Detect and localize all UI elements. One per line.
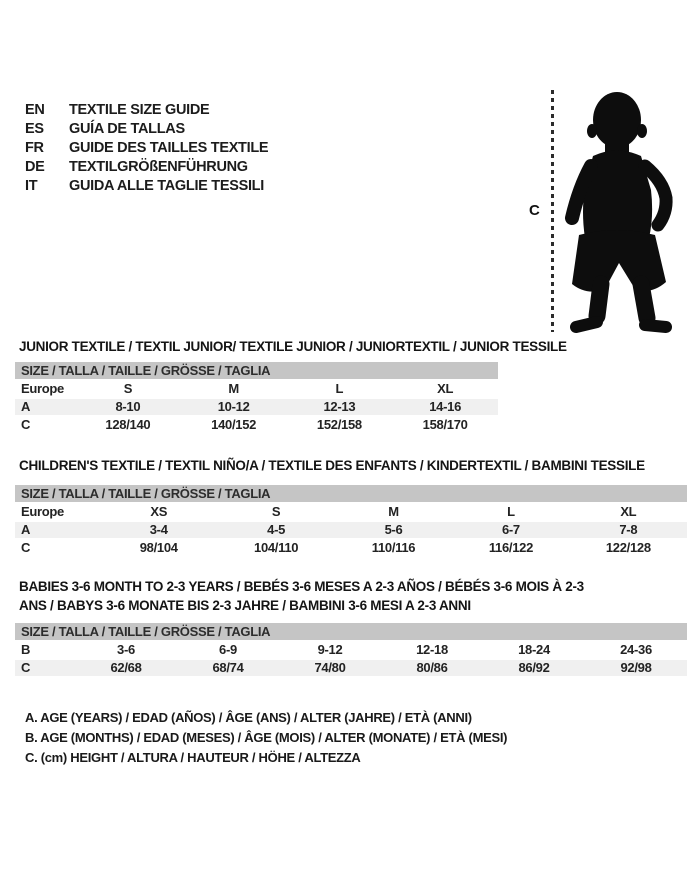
language-row-fr [25,139,268,158]
children-size-table [15,485,687,556]
row-label: A [21,399,31,414]
size-cell: XS [150,504,168,519]
height-cell: 140/152 [211,417,257,432]
height-measure-label: C [529,202,540,219]
age-cell: 14-16 [429,399,461,414]
age-cell: 7-8 [619,522,638,537]
language-code: IT [25,178,38,194]
age-cell: 12-18 [416,642,448,657]
table-row [15,642,687,658]
language-row-de [25,158,268,177]
age-cell: 10-12 [217,399,250,414]
size-cell: S [123,381,133,396]
age-cell: 3-6 [117,642,135,657]
row-label: Europe [21,381,64,396]
row-label: C [21,540,31,555]
language-row-it [25,177,268,196]
size-cell: XL [437,381,454,396]
size-cell: L [335,381,344,396]
age-cell: 12-13 [323,399,356,414]
language-row-es [25,120,268,139]
size-header-bar: SIZE / TALLA / TAILLE / GRÖSSE / TAGLIA [15,362,498,379]
table-row [15,504,687,520]
height-cell: 86/92 [518,660,550,675]
language-list [25,101,268,196]
legend-line-a: A. AGE (YEARS) / EDAD (AÑOS) / ÂGE (ANS) / ALTER (JAHRE) / ETÀ (ANNI) [25,710,472,725]
height-cell: 152/158 [316,417,362,432]
size-cell: M [228,381,239,396]
height-cell: 62/68 [110,660,142,675]
height-cell: 68/74 [212,660,244,675]
height-cell: 158/170 [422,417,468,432]
language-label: GUIDE DES TAILLES TEXTILE [69,140,269,156]
size-cell: XL [620,504,637,519]
toddler-silhouette-icon [562,86,698,334]
size-cell: M [388,504,399,519]
babies-size-table [15,623,687,676]
language-label: TEXTILGRÖßENFÜHRUNG [69,159,248,175]
table-row [15,522,687,538]
size-cell: S [271,504,281,519]
height-cell: 104/110 [254,540,299,555]
junior-size-table [15,362,498,433]
language-code: EN [25,102,45,118]
language-label: GUIDA ALLE TAGLIE TESSILI [69,178,264,194]
row-label: C [21,660,31,675]
language-label: GUÍA DE TALLAS [69,121,185,137]
age-cell: 4-5 [267,522,286,537]
children-table-title: CHILDREN'S TEXTILE / TEXTIL NIÑO/A / TEXTILE DES ENFANTS / KINDERTEXTIL / BAMBINI TESSILE [19,458,645,473]
size-header-bar: SIZE / TALLA / TAILLE / GRÖSSE / TAGLIA [15,623,687,640]
legend [25,708,507,768]
height-cell: 116/122 [488,540,534,555]
language-row-en [25,101,268,120]
language-code: FR [25,140,44,156]
table-row [15,540,687,556]
dotted-measure-line [551,90,554,332]
age-cell: 18-24 [518,642,550,657]
height-cell: 92/98 [620,660,652,675]
language-code: ES [25,121,44,137]
height-cell: 128/140 [105,417,151,432]
age-cell: 3-4 [149,522,168,537]
height-cell: 98/104 [139,540,178,555]
age-cell: 5-6 [384,522,403,537]
row-label: B [21,642,31,657]
height-cell: 110/116 [371,540,416,555]
language-code: DE [25,159,45,175]
legend-line-c: C. (cm) HEIGHT / ALTURA / HAUTEUR / HÖHE / ALTEZZA [25,750,361,765]
height-cell: 74/80 [314,660,346,675]
age-cell: 6-7 [501,522,520,537]
age-cell: 9-12 [317,642,343,657]
age-cell: 24-36 [620,642,652,657]
size-cell: L [507,504,515,519]
height-cell: 80/86 [416,660,448,675]
babies-table-title: BABIES 3-6 MONTH TO 2-3 YEARS / BEBÉS 3-6 MESES A 2-3 AÑOS / BÉBÉS 3-6 MOIS À 2-3 ANS / BABYS 3-6 MONATE BIS 2-3 JAHRE / BAMBINI 3-6 MESI A 2-3 ANNI [19,579,584,613]
table-row [15,399,498,415]
height-cell: 122/128 [605,540,651,555]
table-row [15,417,498,433]
legend-line-b: B. AGE (MONTHS) / EDAD (MESES) / ÂGE (MOIS) / ALTER (MONATE) / ETÀ (MESI) [25,730,508,745]
language-label: TEXTILE SIZE GUIDE [69,102,210,118]
row-label: C [21,417,31,432]
size-header-bar: SIZE / TALLA / TAILLE / GRÖSSE / TAGLIA [15,485,687,502]
age-cell: 8-10 [115,399,141,414]
row-label: Europe [21,504,64,519]
age-cell: 6-9 [219,642,237,657]
table-row [15,660,687,676]
row-label: A [21,522,31,537]
junior-table-title: JUNIOR TEXTILE / TEXTIL JUNIOR/ TEXTILE JUNIOR / JUNIORTEXTIL / JUNIOR TESSILE [19,339,567,354]
table-row [15,381,498,397]
